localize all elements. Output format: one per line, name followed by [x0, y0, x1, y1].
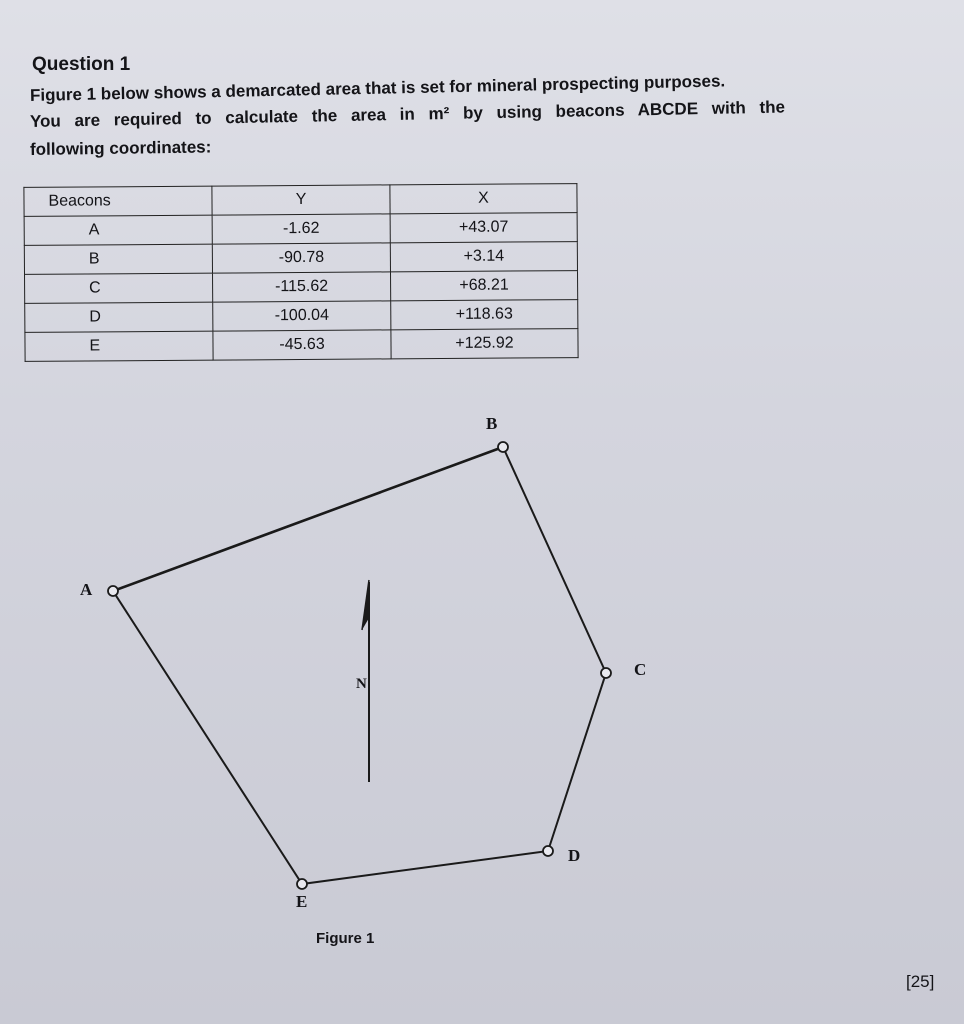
header-beacons: Beacons [24, 186, 212, 216]
x-cell: +125.92 [391, 329, 578, 359]
beacon-d-label: D [568, 846, 581, 865]
beacon-cell: A [24, 215, 212, 245]
y-cell: -100.04 [213, 301, 391, 331]
beacon-a-label: A [80, 580, 93, 599]
beacon-cell: E [25, 331, 213, 361]
x-cell: +118.63 [391, 300, 578, 330]
demarcated-area-polygon [113, 447, 606, 884]
marks-total: [25] [906, 972, 935, 991]
x-cell: +43.07 [390, 213, 577, 243]
question-text-line-3: following coordinates: [29, 137, 212, 159]
beacon-c-label: C [634, 660, 647, 679]
beacon-cell: C [25, 273, 213, 303]
header-y: Y [212, 185, 390, 215]
beacon-d-marker [543, 846, 553, 856]
beacon-c-marker [601, 668, 611, 678]
beacon-b-label: B [486, 414, 498, 433]
figure-caption: Figure 1 [316, 930, 375, 947]
north-label: N [356, 676, 367, 692]
boundary-ab-edge [113, 447, 503, 591]
y-cell: -1.62 [212, 214, 390, 244]
beacon-e-label: E [296, 892, 308, 911]
y-cell: -115.62 [213, 272, 391, 302]
beacon-cell: B [24, 244, 212, 274]
beacon-b-marker [498, 442, 508, 452]
question-text-line-2: You are required to calculate the area in m² by using beacons ABCDE with the [29, 97, 786, 131]
beacon-a-marker [108, 586, 118, 596]
x-cell: +68.21 [390, 271, 577, 301]
x-cell: +3.14 [390, 242, 577, 272]
beacon-cell: D [25, 302, 213, 332]
header-x: X [390, 184, 577, 214]
question-title: Question 1 [32, 54, 131, 75]
question-text-line-1: Figure 1 below shows a demarcated area that is set for mineral prospecting purposes. [29, 71, 726, 105]
y-cell: -45.63 [213, 330, 391, 360]
beacon-e-marker [297, 879, 307, 889]
y-cell: -90.78 [212, 243, 390, 273]
